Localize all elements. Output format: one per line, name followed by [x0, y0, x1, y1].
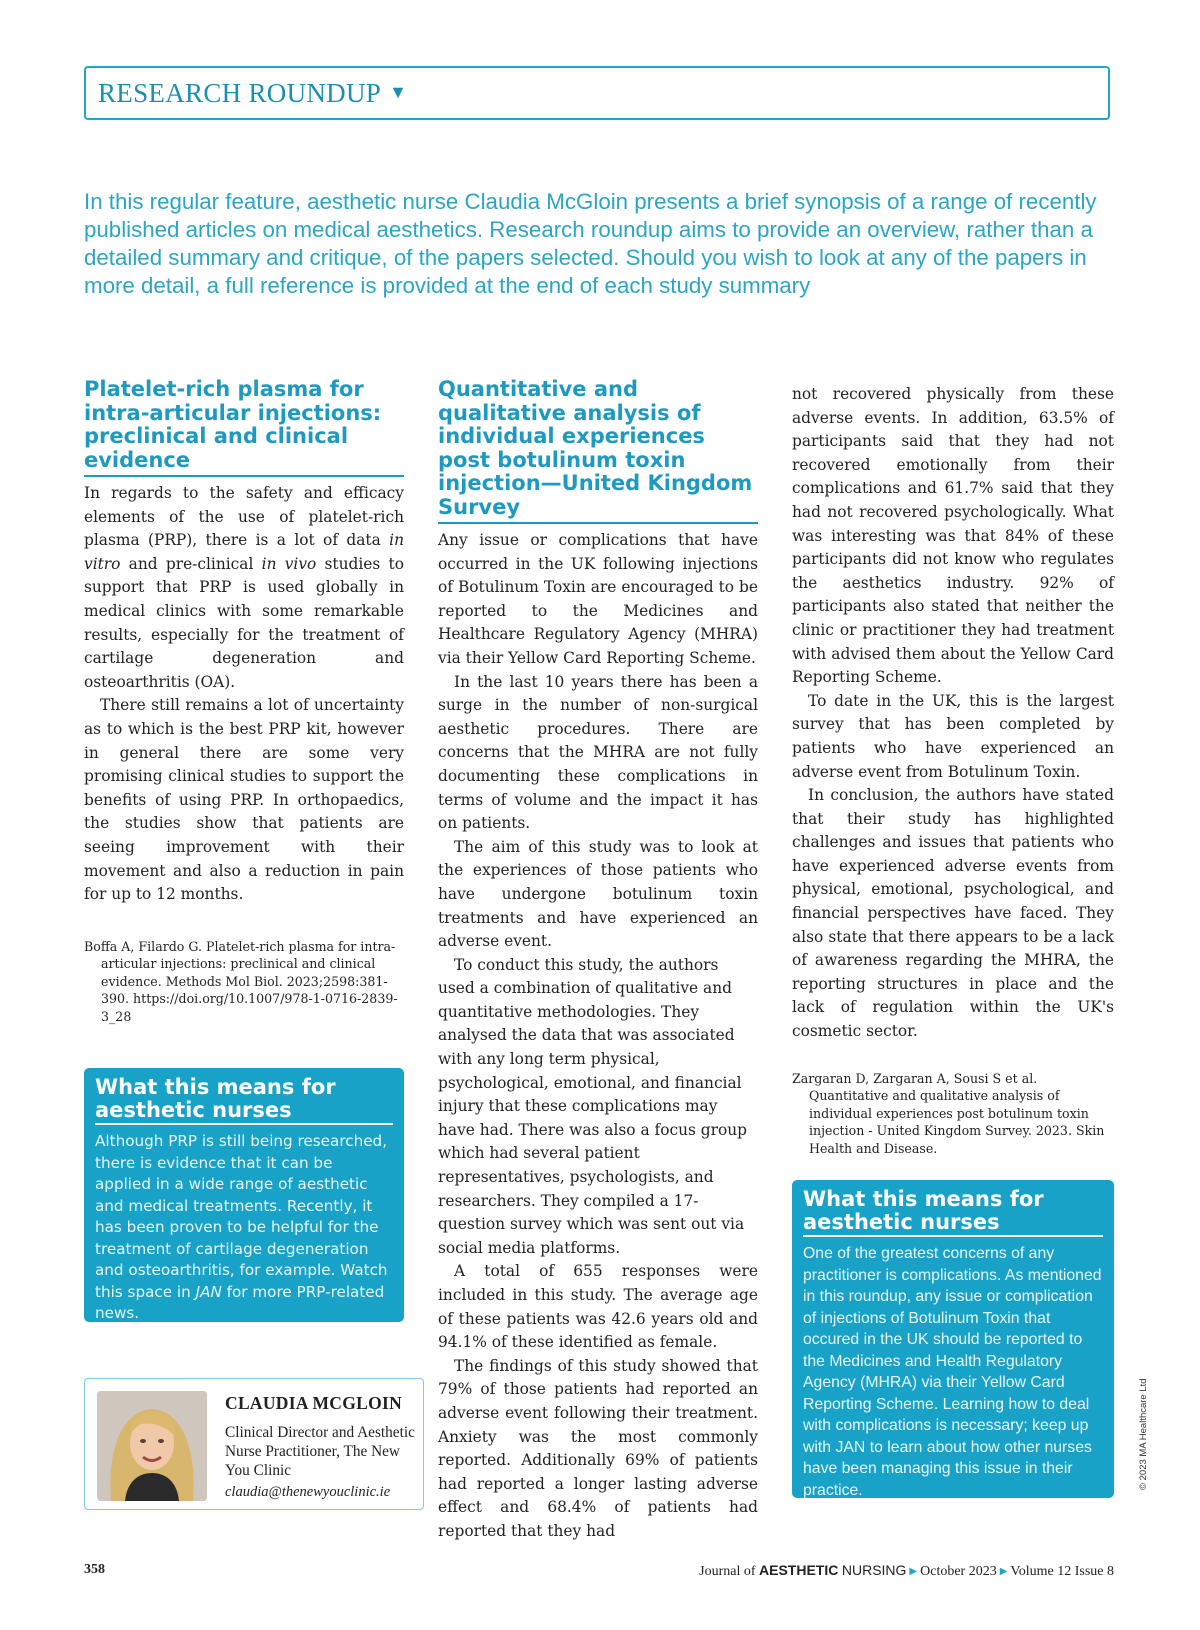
- article-1-reference: Boffa A, Filardo G. Platelet-rich plasma for intra-articular injections: preclinical and clinical evidence. Methods Mol Biol. 2023;2598:381-390. https://doi.org/10.1007/978-1-0716-2839-3_28: [84, 938, 398, 1024]
- triangle-down-icon: ▼: [389, 82, 408, 102]
- article-1-paragraph: There still remains a lot of uncertainty as to which is the best PRP kit, however in general there are some very promising clinical studies to support the benefits of using PRP. In orthopaedics, the studies show that patients are seeing improvement with their movement and also a reduction in pain for up to 12 months.: [84, 696, 404, 904]
- column-1: [84, 378, 404, 1025]
- nurses-box-2: [792, 1180, 1114, 1498]
- triangle-right-icon: ▶: [999, 1566, 1008, 1577]
- triangle-right-icon: ▶: [909, 1566, 918, 1577]
- article-2-reference: Zargaran D, Zargaran A, Sousi S et al. Quantitative and qualitative analysis of individual experiences post botulinum toxin injection - United Kingdom Survey. 2023. Skin Health and Disease.: [792, 1070, 1105, 1156]
- author-email-link[interactable]: claudia@thenewyouclinic.ie: [225, 1484, 391, 1500]
- author-name: CLAUDIA MCGLOIN: [225, 1393, 403, 1413]
- article-1-paragraph: In regards to the safety and efficacy elements of the use of platelet-rich plasma (PRP), there is a lot of data in vitro and pre-clinical in vivo studies to support that PRP is used globally in medical clinics with some remarkable results, especially for the treatment of cartilage degeneration and osteoarthritis (OA).: [84, 484, 405, 691]
- column-3: [792, 383, 1114, 1157]
- intro-paragraph: In this regular feature, aesthetic nurse Claudia McGloin presents a brief synopsis of a range of recently published articles on medical aesthetics. Research roundup aims to provide an overview, rather than a detailed summary and critique, of the papers selected. Should you wish to look at any of the papers in more detail, a full reference is provided at the end of each study summary: [84, 189, 1097, 298]
- article-2-paragraph: Any issue or complications that have occurred in the UK following injections of Botulinum Toxin are encouraged to be reported to the Medicines and Healthcare Regulatory Agency (MHRA) via their Yellow Card Reporting Scheme.: [438, 531, 758, 667]
- copyright-notice: © 2023 MA Healthcare Ltd: [1138, 1378, 1149, 1490]
- article-1-title: Platelet-rich plasma for intra-articular injections: preclinical and clinical evidence: [84, 378, 404, 477]
- nurses-box-2-title: What this means for aesthetic nurses: [803, 1188, 1103, 1237]
- article-2-paragraph: In the last 10 years there has been a surge in the number of non-surgical aesthetic procedures. There are concerns that the MHRA are not fully documenting these complications in terms of volume and the impact it has on patients.: [438, 672, 758, 833]
- journal-footer: Journal of AESTHETIC NURSING ▶ October 2023 ▶ Volume 12 Issue 8: [699, 1562, 1114, 1579]
- nurses-box-2-text: One of the greatest concerns of any practitioner is complications. As mentioned in this roundup, any issue or complication of injections of Botulinum Toxin that occured in the UK should be reported to the Medicines and Health Regulatory Agency (MHRA) via their Yellow Card Reporting Scheme. Learning how to deal with complications is necessary; keep up with JAN to learn about how other nurses have been managing this issue in their practice.: [803, 1245, 1102, 1499]
- author-role: Clinical Director and Aesthetic Nurse Practitioner, The New You Clinic: [225, 1424, 415, 1479]
- article-2-paragraph: The findings of this study showed that 79% of those patients had reported an adverse event following their treatment. Anxiety was the most commonly reported. Additionally 69% of patients had reported a longer lasting adverse effect and 68.4% of patients had reported that they had: [438, 1356, 758, 1540]
- column-2: [438, 378, 758, 1544]
- article-1-body: [84, 482, 404, 907]
- section-header-box: [84, 66, 1110, 120]
- article-2-paragraph: A total of 655 responses were included in this study. The average age of these patients was 42.6 years old and 94.1% of these identified as female.: [438, 1262, 758, 1352]
- nurses-box-1-text: Although PRP is still being researched, there is evidence that it can be applied in a wide range of aesthetic and medical treatments. Recently, it has been proven to be helpful for the treatment of cartilage degeneration and osteoarthritis, for example. Watch this space in JAN for more PRP-related news.: [95, 1132, 388, 1322]
- page-number: 358: [84, 1562, 105, 1577]
- nurses-box-1: [84, 1068, 404, 1322]
- article-2-paragraph: The aim of this study was to look at the experiences of those patients who have undergone botulinum toxin treatments and have experienced an adverse event.: [438, 837, 758, 951]
- article-2-paragraph: not recovered physically from these adverse events. In addition, 63.5% of participants said that they had not recovered emotionally from their complications and 61.7% said that they had not recovered psychologically. What was interesting was that 84% of these participants did not know who regulates the aesthetics industry. 92% of participants also stated that neither the clinic or practitioner they had treatment with advised them about the Yellow Card Reporting Scheme.: [792, 385, 1114, 687]
- article-2-body: [438, 529, 758, 1544]
- article-2-body-continued: [792, 383, 1114, 1044]
- article-2-paragraph: To date in the UK, this is the largest survey that has been completed by patients who have experienced an adverse event from Botulinum Toxin.: [792, 691, 1114, 781]
- article-2-title: Quantitative and qualitative analysis of individual experiences post botulinum toxin injection—United Kingdom Survey: [438, 378, 758, 524]
- article-2-paragraph: To conduct this study, the authors used a combination of qualitative and quantitative methodologies. They analysed the data that was associated with any long term physical, psychological, emotional, and financial injury that these complications may have had. There was also a focus group which had several patient representatives, psychologists, and researchers. They compiled a 17-question survey which was sent out via social media platforms.: [438, 955, 748, 1257]
- author-photo: [97, 1391, 207, 1501]
- nurses-box-1-title: What this means for aesthetic nurses: [95, 1076, 393, 1125]
- author-card: [84, 1378, 424, 1510]
- section-title: RESEARCH ROUNDUP ▼: [98, 78, 408, 108]
- article-2-paragraph: In conclusion, the authors have stated that their study has highlighted challenges and issues that patients who have experienced adverse events from physical, emotional, psychological, and financial perspectives have faced. They also state that there appears to be a lack of awareness regarding the MHRA, the reporting structures in place and the lack of regulation within the UK's cosmetic sector.: [792, 786, 1114, 1041]
